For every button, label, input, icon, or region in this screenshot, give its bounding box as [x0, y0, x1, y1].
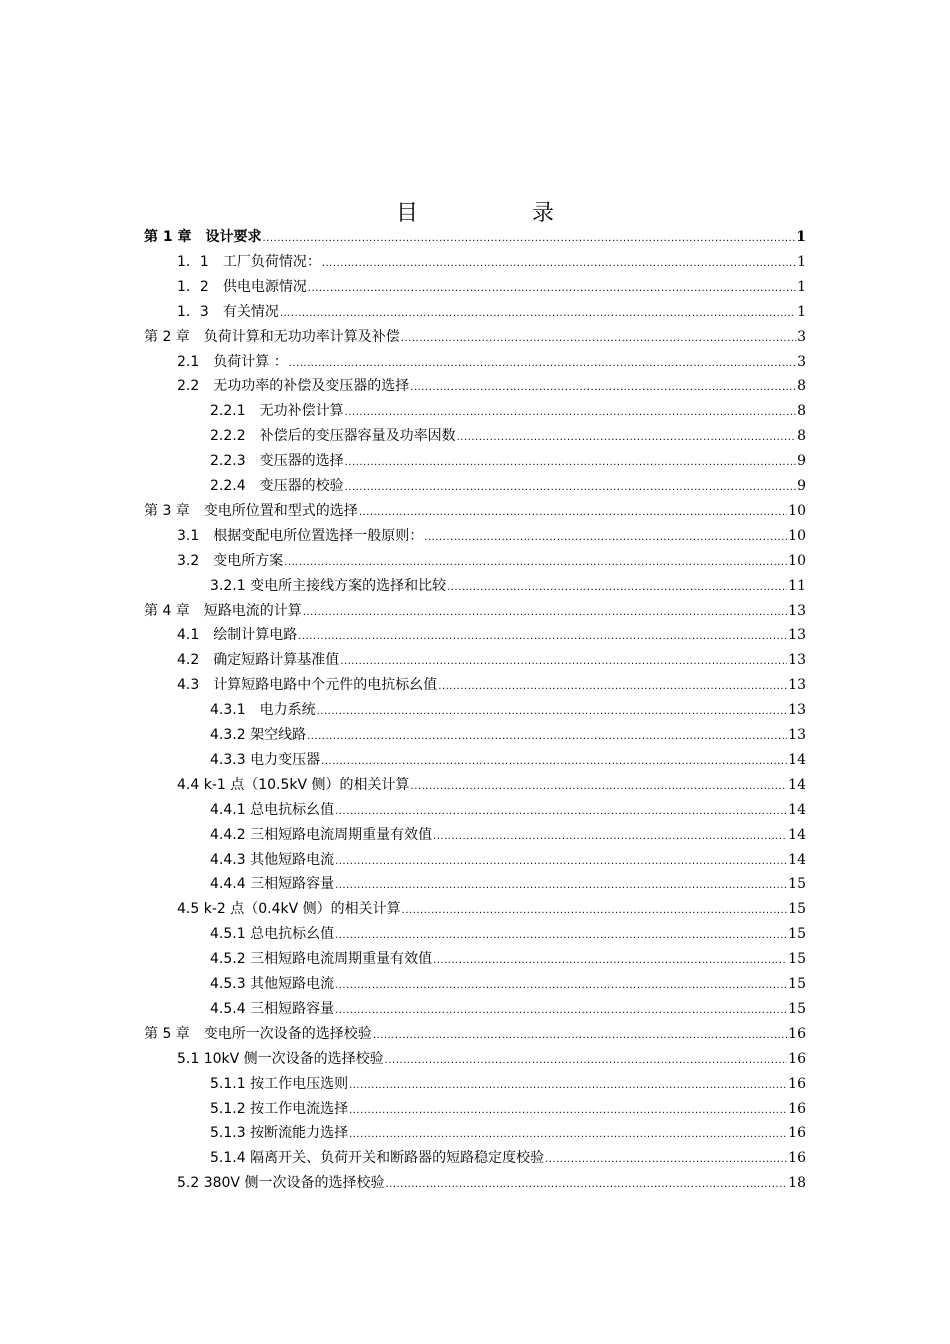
toc-leader-dots	[340, 649, 787, 674]
toc-entry-label: 第 4 章 短路电流的计算	[144, 602, 302, 619]
toc-entry-label: 4.4.2 三相短路电流周期重量有效值	[210, 826, 433, 843]
toc-entry-label: 2.2 无功功率的补偿及变压器的选择	[177, 378, 410, 395]
toc-entry[interactable]	[210, 1072, 806, 1097]
toc-entry[interactable]	[210, 424, 806, 449]
toc-entry[interactable]	[144, 599, 806, 624]
toc-entry[interactable]	[210, 1146, 806, 1171]
toc-entry-label: 2.2.3 变压器的选择	[210, 453, 344, 470]
toc-entry-label: 第 2 章 负荷计算和无功功率计算及补偿	[144, 328, 400, 345]
toc-entry[interactable]	[177, 275, 806, 300]
toc-entry-page: 16	[788, 1025, 806, 1042]
toc-leader-dots	[545, 1147, 787, 1172]
toc-leader-dots	[349, 1122, 787, 1147]
toc-entry-page: 13	[788, 652, 806, 669]
toc-title: 目 录	[395, 201, 600, 226]
toc-entry-label: 2.1 负荷计算 ：	[177, 353, 288, 370]
toc-leader-dots	[345, 450, 796, 475]
toc-entry-page: 18	[788, 1175, 806, 1192]
toc-entry-page: 14	[788, 751, 806, 768]
toc-entry[interactable]	[177, 897, 806, 922]
toc-entry[interactable]	[177, 300, 806, 325]
toc-entry[interactable]	[210, 947, 806, 972]
toc-leader-dots	[335, 973, 787, 998]
toc-entry-page: 3	[797, 328, 806, 345]
toc-entry-label: 第 3 章 变电所位置和型式的选择	[144, 502, 358, 519]
toc-entry-label: 第 5 章 变电所一次设备的选择校验	[144, 1025, 372, 1042]
toc-entry-label: 4.4.1 总电抗标幺值	[210, 801, 335, 818]
toc-entry-label: 2.2.4 变压器的校验	[210, 478, 344, 494]
toc-entry-page: 3	[797, 353, 806, 370]
toc-leader-dots	[263, 226, 796, 251]
toc-entry-label: 2.2.2 补偿后的变压器容量及功率因数	[210, 428, 456, 445]
toc-entry-label: 2.2.1 无功补偿计算	[210, 403, 344, 420]
toc-entry-label: 3.1 根据变配电所位置选择一般原则：	[177, 527, 424, 544]
toc-leader-dots	[373, 1023, 787, 1048]
toc-entry-label: 3.2.1 变电所主接线方案的选择和比较	[210, 577, 447, 594]
toc-entry[interactable]	[177, 773, 806, 798]
toc-leader-dots	[308, 276, 796, 301]
toc-leader-dots	[335, 873, 787, 898]
toc-entry[interactable]	[144, 499, 806, 524]
toc-entry[interactable]	[210, 474, 806, 499]
toc-entry[interactable]	[210, 823, 806, 848]
toc-entry-label: 4.5.2 三相短路电流周期重量有效值	[210, 951, 433, 968]
toc-entry-page: 1	[796, 229, 806, 245]
toc-entry[interactable]	[210, 574, 806, 599]
toc-entry-label: 5.1.3 按断流能力选择	[210, 1125, 349, 1142]
toc-entry-label: 5.1.1 按工作电压选则	[210, 1075, 349, 1092]
toc-leader-dots	[410, 375, 796, 400]
toc-entry-label: 1．3 有关情况	[177, 303, 279, 320]
toc-leader-dots	[447, 575, 787, 600]
toc-leader-dots	[322, 251, 796, 276]
toc-entry-label: 5.1 10kV 侧一次设备的选择校验	[177, 1050, 384, 1067]
toc-entry[interactable]	[177, 673, 806, 698]
toc-entry-page: 8	[797, 403, 806, 420]
toc-entry[interactable]	[144, 225, 806, 250]
toc-entry[interactable]	[210, 748, 806, 773]
toc-entry-page: 14	[788, 851, 806, 868]
toc-entry[interactable]	[210, 723, 806, 748]
toc-entry-page: 15	[788, 1000, 806, 1017]
toc-entry-label: 4.1 绘制计算电路	[177, 627, 298, 644]
toc-leader-dots	[349, 1073, 787, 1098]
toc-entry-page: 14	[788, 776, 806, 793]
toc-entry-label: 4.3.3 电力变压器	[210, 751, 321, 768]
toc-entry-label: 4.3.2 架空线路	[210, 727, 307, 743]
toc-entry-page: 8	[797, 378, 806, 395]
toc-entry[interactable]	[210, 972, 806, 997]
toc-entry-page: 14	[788, 801, 806, 818]
toc-leader-dots	[433, 948, 787, 973]
toc-leader-dots	[385, 1172, 787, 1197]
toc-entry[interactable]	[210, 399, 806, 424]
toc-entry-label: 4.2 确定短路计算基准值	[177, 652, 340, 669]
toc-entry-page: 10	[788, 527, 806, 544]
toc-leader-dots	[321, 749, 787, 774]
toc-entry-page: 16	[788, 1150, 806, 1167]
toc-entry-label: 4.4.3 其他短路电流	[210, 851, 335, 868]
toc-leader-dots	[359, 500, 787, 525]
toc-leader-dots	[335, 923, 787, 948]
toc-entry-label: 4.4 k-1 点（10.5kV 侧）的相关计算	[177, 776, 410, 793]
toc-entry-label: 1．2 供电电源情况	[177, 278, 307, 295]
toc-entry[interactable]	[177, 350, 806, 375]
toc-entry[interactable]	[210, 1097, 806, 1122]
toc-entry-page: 8	[797, 428, 806, 445]
toc-entry-page: 15	[788, 926, 806, 943]
toc-leader-dots	[345, 400, 796, 425]
toc-leader-dots	[289, 351, 796, 376]
toc-leader-dots	[280, 301, 796, 326]
toc-leader-dots	[401, 326, 796, 351]
toc-entry-label: 3.2 变电所方案	[177, 552, 284, 569]
toc-leader-dots	[402, 898, 788, 923]
toc-entry-page: 9	[797, 478, 806, 494]
toc-leader-dots	[385, 1048, 788, 1073]
toc-entry-page: 1	[797, 278, 806, 295]
toc-entry-page: 10	[788, 552, 806, 569]
toc-leader-dots	[335, 998, 787, 1023]
toc-entry-label: 1．1 工厂负荷情况：	[177, 253, 321, 270]
toc-entry-page: 13	[788, 727, 806, 743]
toc-leader-dots	[335, 849, 787, 874]
toc-leader-dots	[345, 475, 796, 500]
toc-leader-dots	[317, 699, 788, 724]
toc-entry-label: 4.5 k-2 点（0.4kV 侧）的相关计算	[177, 901, 401, 918]
toc-entry-page: 15	[788, 876, 806, 893]
toc-entry-label: 5.1.2 按工作电流选择	[210, 1100, 349, 1117]
toc-leader-dots	[303, 600, 787, 625]
toc-entry[interactable]	[177, 250, 806, 275]
toc-entry-page: 15	[788, 901, 806, 918]
toc-entry[interactable]	[177, 648, 806, 673]
toc-entry[interactable]	[177, 549, 806, 574]
toc-entry-page: 13	[788, 702, 806, 719]
toc-entry-label: 4.5.1 总电抗标幺值	[210, 926, 335, 943]
toc-entry[interactable]	[210, 848, 806, 873]
toc-entry-page: 15	[788, 951, 806, 968]
toc-entry-label: 5.1.4 隔离开关、负荷开关和断路器的短路稳定度校验	[210, 1150, 545, 1167]
toc-entry[interactable]	[210, 997, 806, 1022]
toc-entry[interactable]	[177, 623, 806, 648]
toc-entry-page: 14	[788, 826, 806, 843]
toc-leader-dots	[284, 550, 787, 575]
toc-entry[interactable]	[177, 374, 806, 399]
toc-entry-page: 1	[797, 303, 806, 320]
toc-leader-dots	[411, 774, 788, 799]
toc-entry-label: 4.3 计算短路电路中个元件的电抗标幺值	[177, 677, 438, 694]
toc-leader-dots	[457, 425, 796, 450]
toc-entry[interactable]	[210, 1121, 806, 1146]
toc-entry-page: 13	[788, 677, 806, 694]
toc-entry-page: 13	[788, 602, 806, 619]
toc-entry-page: 9	[797, 453, 806, 470]
toc-entry[interactable]	[144, 1022, 806, 1047]
toc-leader-dots	[438, 674, 787, 699]
toc-entry[interactable]	[210, 922, 806, 947]
toc-entry-page: 15	[788, 976, 806, 992]
toc-leader-dots	[307, 724, 787, 749]
toc-leader-dots	[433, 824, 787, 849]
toc-entry[interactable]	[210, 798, 806, 823]
toc-entry[interactable]	[210, 698, 806, 723]
toc-entry-page: 16	[788, 1050, 806, 1067]
toc-leader-dots	[335, 799, 787, 824]
toc-leader-dots	[424, 525, 787, 550]
toc-entry[interactable]	[210, 872, 806, 897]
toc-entry-label: 4.5.4 三相短路容量	[210, 1000, 335, 1017]
toc-entry-label: 4.5.3 其他短路电流	[210, 976, 335, 992]
toc-entry[interactable]	[144, 325, 806, 350]
toc-entry[interactable]	[177, 1171, 806, 1196]
toc-leader-dots	[298, 624, 787, 649]
toc-entry-page: 1	[797, 253, 806, 270]
toc-entry[interactable]	[177, 524, 806, 549]
toc-entry-label: 4.4.4 三相短路容量	[210, 876, 335, 893]
toc-entry-page: 13	[788, 627, 806, 644]
toc-entry-label: 5.2 380V 侧一次设备的选择校验	[177, 1175, 385, 1192]
toc-entry[interactable]	[210, 449, 806, 474]
toc-entry-page: 10	[788, 502, 806, 519]
toc-entry-label: 4.3.1 电力系统	[210, 702, 316, 719]
toc-entry-page: 16	[788, 1100, 806, 1117]
toc-leader-dots	[349, 1098, 787, 1123]
toc-entry[interactable]	[177, 1047, 806, 1072]
toc-entry-page: 16	[788, 1125, 806, 1142]
toc-entry-page: 16	[788, 1075, 806, 1092]
toc-entry-page: 11	[788, 577, 806, 594]
toc-entry-label: 第 1 章 设计要求	[144, 229, 262, 245]
